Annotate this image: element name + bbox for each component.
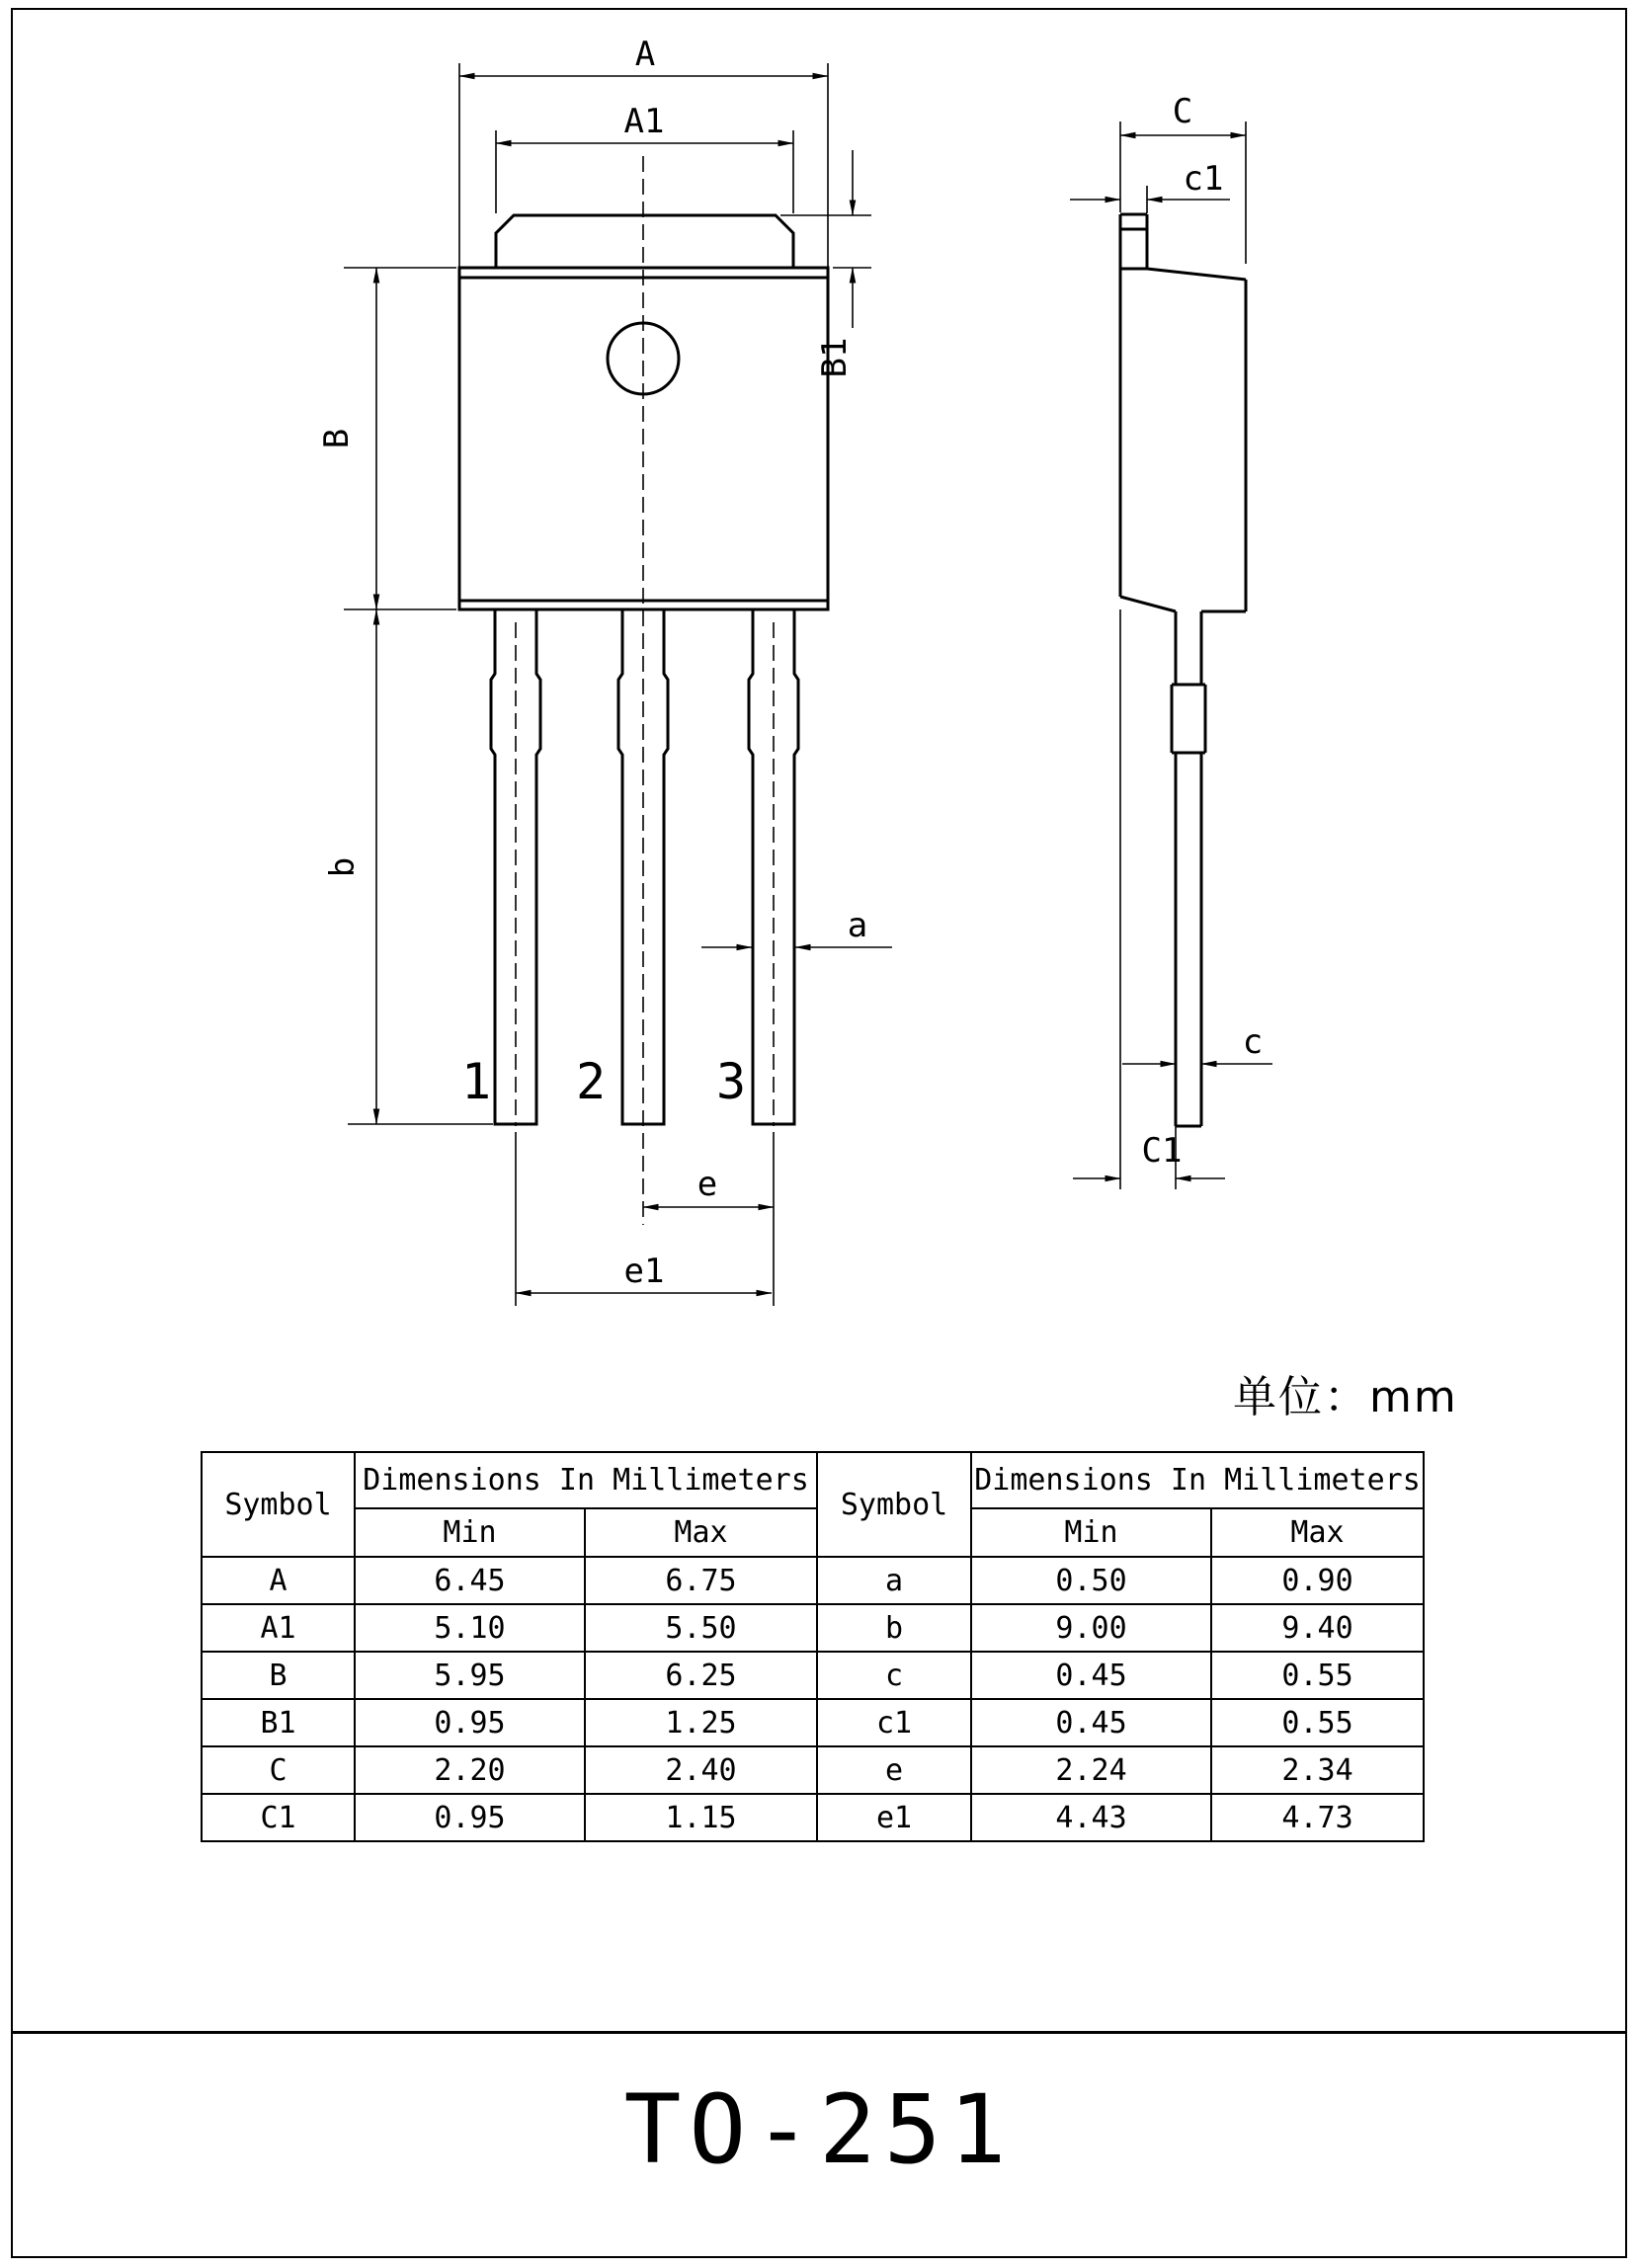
min-cell: 5.95 xyxy=(355,1652,585,1699)
side-bottom-slant xyxy=(1120,597,1176,611)
label-A1: A1 xyxy=(623,102,665,141)
max-cell: 1.15 xyxy=(585,1794,817,1841)
max-cell: 0.55 xyxy=(1211,1652,1424,1699)
symbol-header-left: Symbol xyxy=(202,1452,355,1557)
min-header-right: Min xyxy=(971,1508,1211,1557)
label-c: c xyxy=(1242,1022,1264,1062)
side-tab xyxy=(1120,214,1147,269)
pin-2-number: 2 xyxy=(575,1053,607,1110)
table-header-row-1 xyxy=(202,1452,1424,1508)
dims-header-right: Dimensions In Millimeters xyxy=(971,1452,1424,1508)
min-cell: 4.43 xyxy=(971,1794,1211,1841)
unit-note: 单位：mm xyxy=(1233,1372,1458,1422)
max-cell: 5.50 xyxy=(585,1604,817,1652)
symbol-cell: A1 xyxy=(202,1604,355,1652)
min-cell: 0.50 xyxy=(971,1557,1211,1604)
front-view xyxy=(317,35,892,1306)
max-cell: 6.25 xyxy=(585,1652,817,1699)
max-cell: 6.75 xyxy=(585,1557,817,1604)
label-C: C xyxy=(1172,92,1193,131)
side-top-slant xyxy=(1147,269,1246,280)
pin-1-number: 1 xyxy=(460,1053,492,1110)
label-A: A xyxy=(634,35,656,74)
max-cell: 1.25 xyxy=(585,1699,817,1746)
symbol-cell: b xyxy=(817,1604,971,1652)
symbol-cell: A xyxy=(202,1557,355,1604)
min-cell: 9.00 xyxy=(971,1604,1211,1652)
max-cell: 0.90 xyxy=(1211,1557,1424,1604)
label-a: a xyxy=(847,906,868,945)
label-B: B xyxy=(317,428,357,449)
table-row xyxy=(202,1604,1424,1652)
symbol-cell: e xyxy=(817,1746,971,1794)
max-header-right: Max xyxy=(1211,1508,1424,1557)
table-row xyxy=(202,1794,1424,1841)
side-extension-lines xyxy=(1120,122,1246,1189)
max-cell: 2.40 xyxy=(585,1746,817,1794)
symbol-cell: C1 xyxy=(202,1794,355,1841)
title-block-divider xyxy=(11,2031,1627,2034)
min-cell: 0.95 xyxy=(355,1699,585,1746)
side-body-outline xyxy=(1120,214,1246,1126)
table-row xyxy=(202,1557,1424,1604)
front-dimension-lines xyxy=(376,76,892,1293)
symbol-cell: c1 xyxy=(817,1699,971,1746)
side-view xyxy=(1070,92,1272,1189)
max-cell: 9.40 xyxy=(1211,1604,1424,1652)
symbol-header-right: Symbol xyxy=(817,1452,971,1557)
side-pin-outline xyxy=(1172,611,1205,1126)
min-cell: 2.24 xyxy=(971,1746,1211,1794)
max-cell: 4.73 xyxy=(1211,1794,1424,1841)
label-C1: C1 xyxy=(1141,1131,1183,1171)
package-title: TO-251 xyxy=(623,2074,1015,2185)
table-header-row-2 xyxy=(202,1508,1424,1557)
symbol-cell: C xyxy=(202,1746,355,1794)
symbol-cell: a xyxy=(817,1557,971,1604)
symbol-cell: B1 xyxy=(202,1699,355,1746)
min-cell: 5.10 xyxy=(355,1604,585,1652)
symbol-cell: c xyxy=(817,1652,971,1699)
symbol-cell: B xyxy=(202,1652,355,1699)
min-cell: 0.95 xyxy=(355,1794,585,1841)
min-header-left: Min xyxy=(355,1508,585,1557)
min-cell: 2.20 xyxy=(355,1746,585,1794)
label-b: b xyxy=(323,856,363,878)
label-B1: B1 xyxy=(815,337,855,378)
max-cell: 0.55 xyxy=(1211,1699,1424,1746)
label-e: e xyxy=(696,1165,718,1204)
front-tab xyxy=(496,215,793,268)
table-row xyxy=(202,1746,1424,1794)
min-cell: 6.45 xyxy=(355,1557,585,1604)
pin-3-number: 3 xyxy=(715,1053,747,1110)
ext-B xyxy=(344,268,456,609)
symbol-cell: e1 xyxy=(817,1794,971,1841)
min-cell: 0.45 xyxy=(971,1652,1211,1699)
dims-header-left: Dimensions In Millimeters xyxy=(355,1452,817,1508)
min-cell: 0.45 xyxy=(971,1699,1211,1746)
max-cell: 2.34 xyxy=(1211,1746,1424,1794)
max-header-left: Max xyxy=(585,1508,817,1557)
dimensions-table xyxy=(201,1451,1425,1842)
table-row xyxy=(202,1699,1424,1746)
label-c1: c1 xyxy=(1183,159,1224,199)
table-row xyxy=(202,1652,1424,1699)
label-e1: e1 xyxy=(623,1252,665,1291)
